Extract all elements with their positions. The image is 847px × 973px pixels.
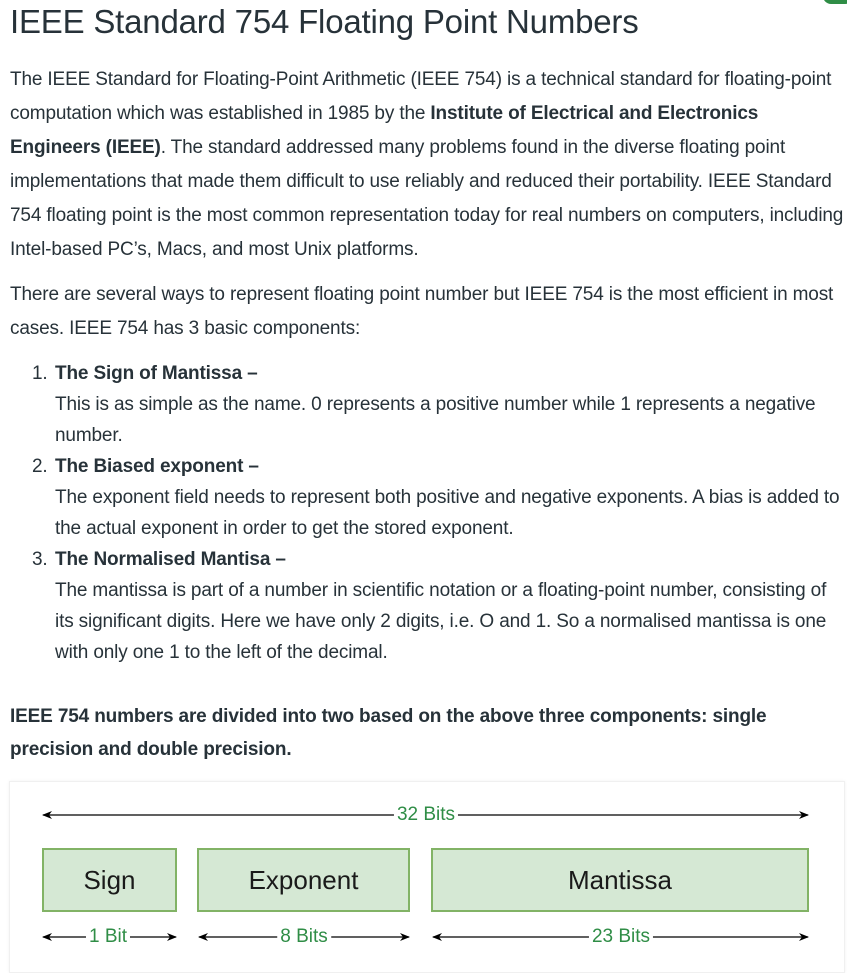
mantissa-field-label: Mantissa xyxy=(567,864,673,895)
intro-text-2: . The standard addressed many problems found in the diverse floating point implementations that made them difficult to use reliably and reduced their portability. IEEE Standard 754 floating point is the most common representation today for real numbers on computers, including Intel-based PC’s, Macs, and most Unix platforms. xyxy=(10,137,844,260)
exponent-field-label: Exponent xyxy=(248,864,359,895)
list-item-title: The Biased exponent – xyxy=(55,456,259,477)
exponent-field-box xyxy=(197,848,410,912)
intro-text-1: The IEEE Standard for Floating-Point Arithmetic (IEEE 754) is a technical standard for floating-point computation which was established in 1985 by the xyxy=(10,69,832,124)
sign-bits-label: 1 Bit xyxy=(86,926,130,948)
list-number: 1. xyxy=(32,363,48,384)
summary-paragraph: IEEE 754 numbers are divided into two based on the above three components: single precision and double precision. xyxy=(10,706,767,760)
list-item-description: This is as simple as the name. 0 represents a positive number while 1 represents a negative number. xyxy=(55,394,816,446)
list-item-description: The mantissa is part of a number in scientific notation or a floating-point number, consisting of its significant digits. Here we have only 2 digits, i.e. O and 1. So a normalised mantissa is one with only one 1 to the left of the decimal. xyxy=(55,580,827,663)
sign-field-label: Sign xyxy=(83,864,136,895)
list-number: 3. xyxy=(32,549,48,570)
exponent-bits-label: 8 Bits xyxy=(277,926,331,948)
list-number: 2. xyxy=(32,456,48,477)
list-item-title: The Sign of Mantissa – xyxy=(55,363,258,384)
page-title: IEEE Standard 754 Floating Point Numbers xyxy=(10,3,639,40)
total-bits-label: 32 Bits xyxy=(394,804,458,826)
mantissa-field-box xyxy=(431,848,809,912)
list-item-title: The Normalised Mantisa – xyxy=(55,549,286,570)
mantissa-bits-label: 23 Bits xyxy=(589,926,653,948)
intro-bold-ieee: Institute of Electrical and Electronics Engineers (IEEE) xyxy=(10,103,759,158)
components-intro-paragraph: There are several ways to represent floating point number but IEEE 754 is the most efficient in most cases. IEEE 754 has 3 basic components: xyxy=(10,284,834,339)
sign-field-box xyxy=(42,848,177,912)
list-item-description: The exponent field needs to represent both positive and negative exponents. A bias is added to the actual exponent in order to get the stored exponent. xyxy=(55,487,840,539)
